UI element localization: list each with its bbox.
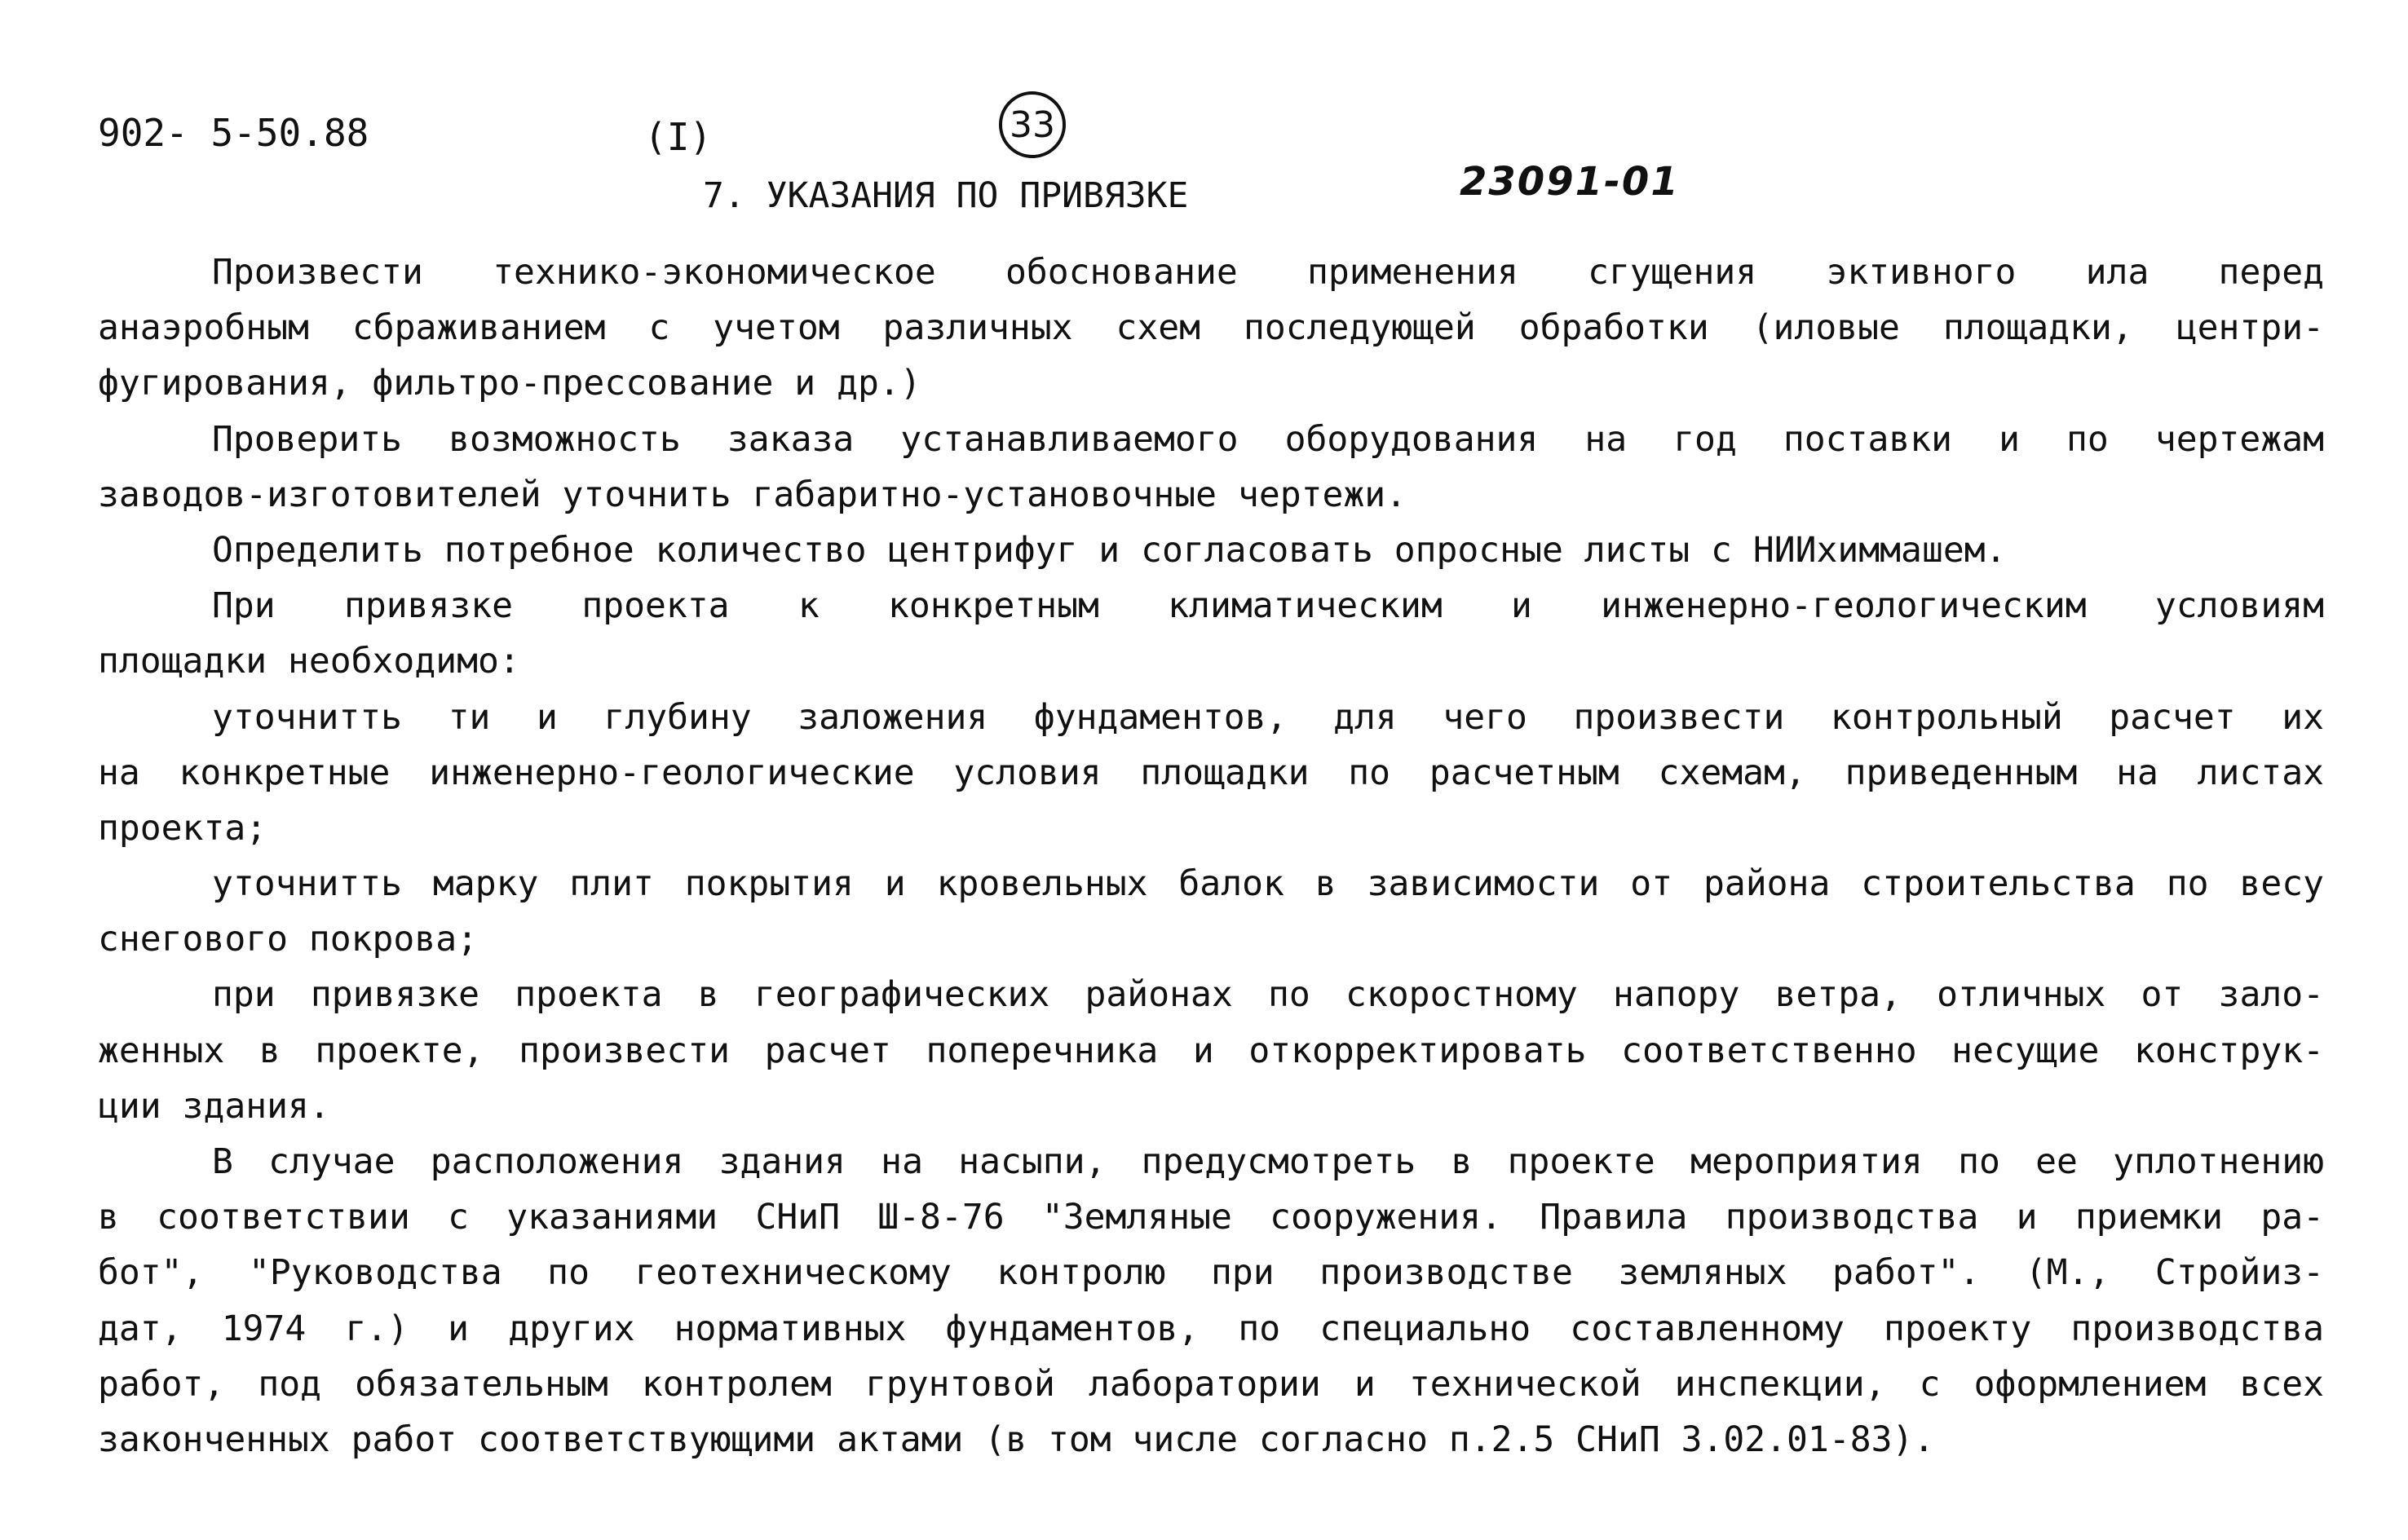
inventory-number: 23091-01 <box>1460 159 1680 205</box>
text-line: Произвести технико-экономическое обоснование применения сгущения эктивного ила перед <box>212 252 2324 293</box>
text-line: заводов-изготовителей уточнить габаритно-установочные чертежи. <box>98 474 1407 515</box>
text-line: женных в проекте, произвести расчет поперечника и откорректировать соответственно несущие конструк- <box>98 1030 2324 1071</box>
text-line: площадки необходимо: <box>98 641 520 682</box>
text-line: При привязке проекта к конкретным климатическим и инженерно-геологическим условиям <box>212 585 2324 627</box>
text-line: Проверить возможность заказа устанавливаемого оборудования на год поставки и по чертежам <box>212 418 2324 460</box>
text-line: Определить потребное количество центрифуг и согласовать опросные листы с НИИхиммашем. <box>212 529 2007 571</box>
page-number: 33 <box>1010 104 1055 146</box>
text-line: В случае расположения здания на насыпи, предусмотреть в проекте мероприятия по ее уплотнению <box>212 1141 2324 1182</box>
text-line: в соответствии с указаниями СНиП Ш-8-76 "Земляные сооружения. Правила производства и приемки ра- <box>98 1197 2324 1238</box>
body-text <box>98 245 2324 1467</box>
text-line: проекта; <box>98 807 267 849</box>
text-line: на конкретные инженерно-геологические условия площадки по расчетным схемам, приведенным на листах <box>98 752 2324 793</box>
text-line: ции здания. <box>98 1085 330 1127</box>
document-code: 902- 5-50.88 <box>98 111 369 155</box>
sheet-part-number: (I) <box>644 115 713 159</box>
text-line: уточнитть марку плит покрытия и кровельных балок в зависимости от района строительства по весу <box>212 863 2324 905</box>
text-line: анаэробным сбраживанием с учетом различных схем последующей обработки (иловые площадки, центри- <box>98 307 2324 349</box>
page-number-circle <box>999 91 1066 158</box>
text-line: работ, под обязательным контролем грунтовой лаборатории и технической инспекции, с оформлением всех <box>98 1363 2324 1405</box>
text-line: законченных работ соответствующими актами (в том числе согласно п.2.5 СНиП 3.02.01-83). <box>98 1419 1935 1460</box>
text-line: бот", "Руководства по геотехническому контролю при производстве земляных работ". (М., Стройиз- <box>98 1252 2324 1294</box>
text-line: фугирования, фильтро-прессование и др.) <box>98 363 921 404</box>
section-title: 7. УКАЗАНИЯ ПО ПРИВЯЗКЕ <box>703 175 1189 216</box>
text-line: дат, 1974 г.) и других нормативных фундаментов, по специально составленному проекту производства <box>98 1308 2324 1349</box>
text-line: при привязке проекта в географических районах по скоростному напору ветра, отличных от зало- <box>212 974 2324 1016</box>
text-line: снегового покрова; <box>98 919 478 960</box>
text-line: уточнитть ти и глубину заложения фундаментов, для чего произвести контрольный расчет их <box>212 696 2324 738</box>
